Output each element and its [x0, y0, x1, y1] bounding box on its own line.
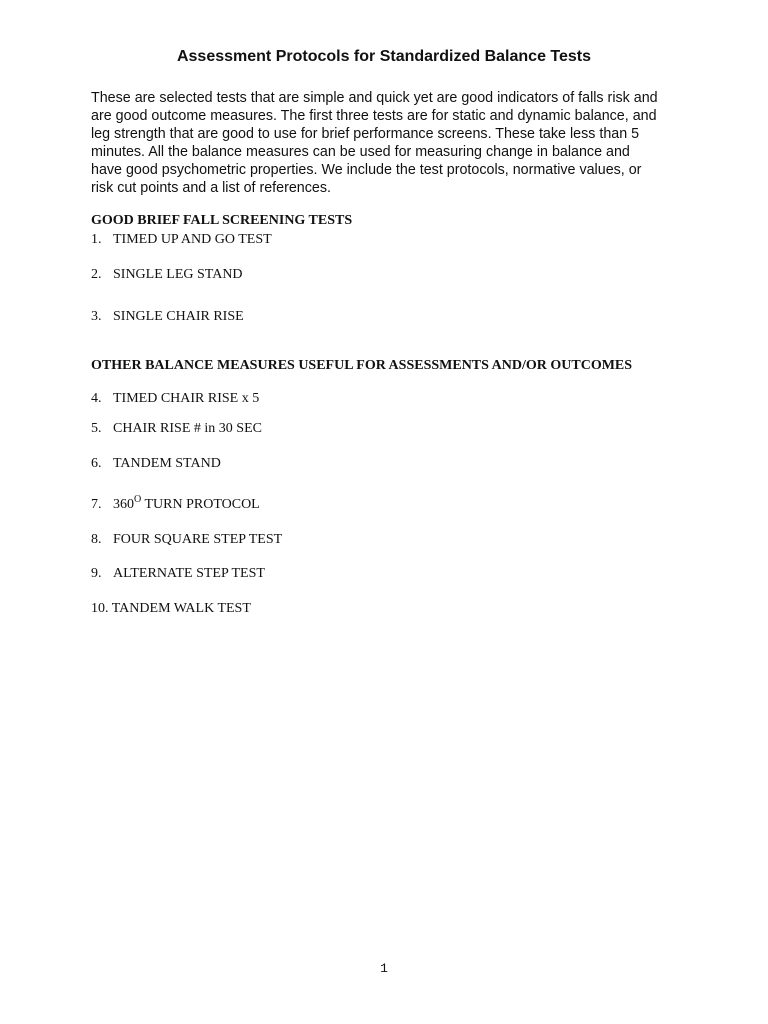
intro-line: minutes. All the balance measures can be used for measuring change in balance and: [91, 144, 630, 160]
list-item: [91, 231, 272, 249]
list-item-number: 3.: [91, 309, 102, 324]
list-item-number: 9.: [91, 566, 102, 581]
intro-line: leg strength that are good to use for brief performance screens. These take less than 5: [91, 126, 640, 142]
list-item-text: FOUR SQUARE STEP TEST: [113, 532, 283, 547]
list-item: [91, 600, 251, 618]
list-item-number: 4.: [91, 391, 102, 406]
list-item-text: TANDEM STAND: [113, 456, 221, 471]
list-item-text: TIMED UP AND GO TEST: [113, 232, 272, 247]
list-item-text-suffix: TURN PROTOCOL: [141, 497, 260, 512]
list-item-text: ALTERNATE STEP TEST: [113, 566, 265, 581]
list-item-text: TIMED CHAIR RISE x 5: [113, 391, 260, 406]
document-title: Assessment Protocols for Standardized Balance Tests: [176, 48, 592, 65]
list-item: [91, 420, 262, 438]
list-item-number: 2.: [91, 267, 102, 282]
list-item-text: SINGLE CHAIR RISE: [113, 309, 244, 324]
intro-line: are good outcome measures. The first three tests are for static and dynamic balance, and: [91, 108, 657, 124]
list-item-number: 7.: [91, 497, 102, 512]
intro-line: These are selected tests that are simple and quick yet are good indicators of falls risk and: [91, 90, 658, 106]
list-item-number: 6.: [91, 456, 102, 471]
page-number: 1: [380, 961, 388, 976]
list-item-number: 1.: [91, 232, 102, 247]
list-item: [91, 496, 260, 514]
list-item-number: 5.: [91, 421, 102, 436]
list-item: [91, 266, 243, 284]
list-item: [91, 390, 259, 408]
list-item: [91, 455, 221, 473]
intro-line: risk cut points and a list of references.: [91, 180, 331, 196]
list-item-text: SINGLE LEG STAND: [113, 267, 243, 282]
section-heading-other-measures: OTHER BALANCE MEASURES USEFUL FOR ASSESSMENTS AND/OR OUTCOMES: [91, 358, 633, 373]
intro-paragraph: [91, 89, 701, 197]
list-item: [91, 308, 244, 326]
list-item: [91, 531, 282, 549]
degree-superscript: O: [134, 494, 142, 505]
list-item-number: 8.: [91, 532, 102, 547]
list-item-text: CHAIR RISE # in 30 SEC: [113, 421, 262, 436]
section-heading-brief-screening: GOOD BRIEF FALL SCREENING TESTS: [91, 213, 353, 228]
list-item: [91, 565, 265, 583]
list-item-text-prefix: 360: [113, 497, 134, 512]
list-item-number: 10.: [91, 601, 109, 616]
list-item-text: TANDEM WALK TEST: [111, 601, 251, 616]
intro-line: have good psychometric properties. We include the test protocols, normative values, or: [91, 162, 642, 178]
